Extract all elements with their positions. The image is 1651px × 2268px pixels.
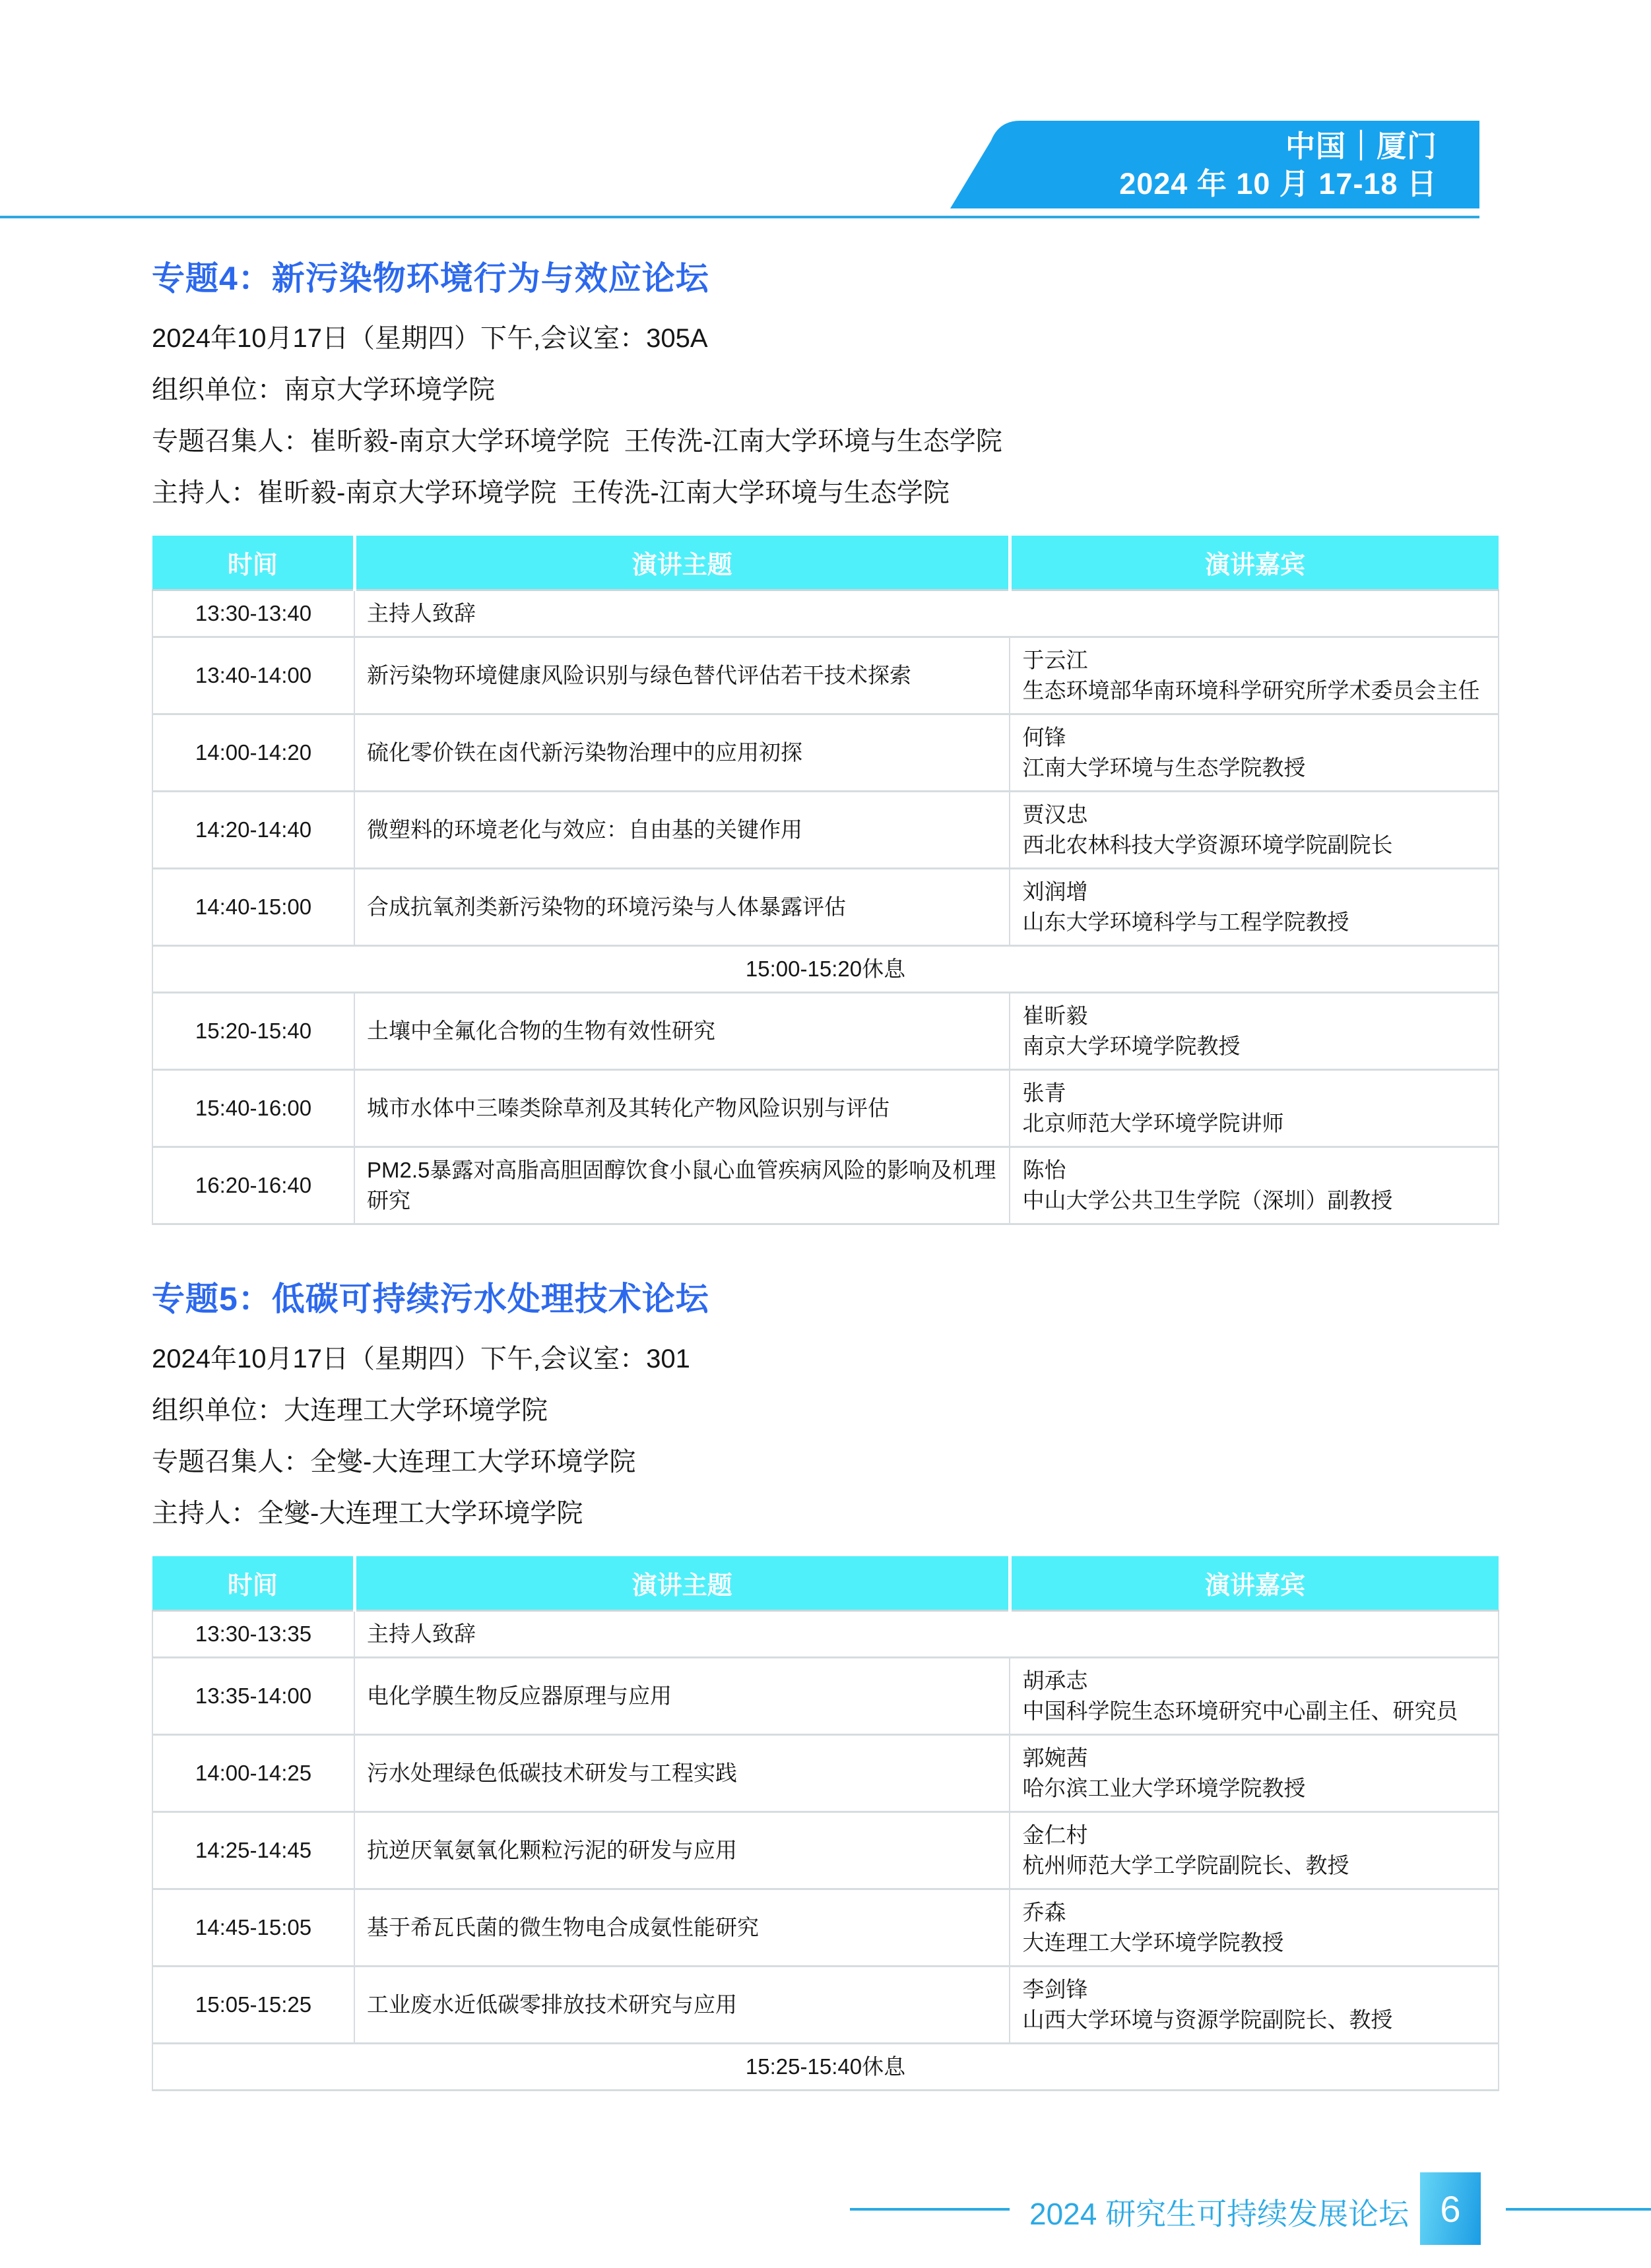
guest-cell [1010,792,1499,869]
guest-cell [1010,1658,1499,1735]
col-header-guest: 演讲嘉宾 [1010,1556,1499,1611]
guest-name: 贾汉忠 [1022,802,1088,827]
session-datetime: 2024年10月17日（星期四）下午,会议室：305A [152,324,708,353]
topic-cell: 主持人致辞 [354,1611,1499,1658]
footer-title: 2024 研究生可持续发展论坛 [1029,2197,1409,2231]
session-conveners: 专题召集人：全燮-大连理工大学环境学院 [152,1447,636,1476]
time-cell: 14:20-14:40 [152,792,354,869]
agenda-table [152,536,1499,1225]
break-cell: 15:25-15:40休息 [152,2044,1499,2091]
topic-cell: 硫化零价铁在卤代新污染物治理中的应用初探 [354,714,1010,792]
topic-cell: 新污染物环境健康风险识别与绿色替代评估若干技术探索 [354,637,1010,714]
col-header-topic: 演讲主题 [354,536,1010,590]
time-cell: 14:40-15:00 [152,869,354,946]
page-number-badge: 6 [1420,2172,1481,2245]
agenda-header-row [152,1556,1499,1611]
session-chairs: 主持人：全燮-大连理工大学环境学院 [152,1499,583,1528]
time-cell: 13:30-13:35 [152,1611,354,1658]
session-block [152,252,1499,1225]
col-header-topic: 演讲主题 [354,1556,1010,1611]
guest-name: 金仁村 [1022,1823,1088,1847]
footer-rule-left [850,2208,1010,2211]
session-organizer: 组织单位：大连理工大学环境学院 [152,1396,548,1425]
guest-affiliation: 中国科学院生态环境研究中心副主任、研究员 [1022,1699,1458,1723]
guest-cell [1010,1147,1499,1224]
time-cell: 13:35-14:00 [152,1658,354,1735]
guest-affiliation: 江南大学环境与生态学院教授 [1022,755,1306,780]
guest-cell [1010,714,1499,792]
sessions [152,252,1499,2091]
session-conveners: 专题召集人：崔昕毅-南京大学环境学院 王传洗-江南大学环境与生态学院 [152,427,1002,456]
time-cell: 13:40-14:00 [152,637,354,714]
guest-affiliation: 大连理工大学环境学院教授 [1022,1930,1284,1955]
guest-affiliation: 北京师范大学环境学院讲师 [1022,1111,1284,1135]
guest-name: 郭婉茜 [1022,1746,1088,1770]
agenda-row [152,637,1499,714]
guest-cell [1010,1070,1499,1147]
header-divider [0,216,1479,218]
agenda-header-row [152,536,1499,590]
break-row [152,2044,1499,2091]
topic-cell: 工业废水近低碳零排放技术研究与应用 [354,1967,1010,2044]
guest-affiliation: 哈尔滨工业大学环境学院教授 [1022,1776,1306,1800]
topic-cell: 抗逆厌氧氨氧化颗粒污泥的研发与应用 [354,1812,1010,1889]
guest-name: 崔昕毅 [1022,1003,1088,1028]
topic-cell: 土壤中全氟化合物的生物有效性研究 [354,993,1010,1070]
topic-cell: 主持人致辞 [354,590,1499,637]
topic-cell: 微塑料的环境老化与效应：自由基的关键作用 [354,792,1010,869]
agenda-row [152,1889,1499,1967]
guest-affiliation: 杭州师范大学工学院副院长、教授 [1022,1853,1349,1877]
agenda-row [152,1070,1499,1147]
topic-cell: 城市水体中三嗪类除草剂及其转化产物风险识别与评估 [354,1070,1010,1147]
topic-cell: 基于希瓦氏菌的微生物电合成氨性能研究 [354,1889,1010,1967]
time-cell: 15:20-15:40 [152,993,354,1070]
guest-affiliation: 南京大学环境学院教授 [1022,1034,1241,1058]
col-header-guest: 演讲嘉宾 [1010,536,1499,590]
topic-cell: 合成抗氧剂类新污染物的环境污染与人体暴露评估 [354,869,1010,946]
agenda-row [152,1812,1499,1889]
guest-cell [1010,993,1499,1070]
guest-cell [1010,1967,1499,2044]
time-cell: 15:05-15:25 [152,1967,354,2044]
time-cell: 15:40-16:00 [152,1070,354,1147]
agenda-row [152,1147,1499,1224]
agenda-row [152,1611,1499,1658]
topic-cell: 电化学膜生物反应器原理与应用 [354,1658,1010,1735]
guest-cell [1010,869,1499,946]
agenda-row [152,1967,1499,2044]
guest-name: 乔森 [1022,1900,1066,1924]
session-datetime: 2024年10月17日（星期四）下午,会议室：301 [152,1344,690,1373]
guest-cell [1010,1735,1499,1812]
agenda-row [152,714,1499,792]
guest-cell [1010,637,1499,714]
guest-name: 陈怡 [1022,1158,1066,1182]
guest-name: 何锋 [1022,725,1066,749]
time-cell: 13:30-13:40 [152,590,354,637]
session-chairs: 主持人：崔昕毅-南京大学环境学院 王传洗-江南大学环境与生态学院 [152,478,950,507]
guest-name: 于云江 [1022,648,1088,672]
session-title: 专题5：低碳可持续污水处理技术论坛 [152,1280,709,1317]
guest-name: 刘润增 [1022,879,1088,904]
col-header-time: 时间 [152,1556,354,1611]
agenda-row [152,792,1499,869]
guest-cell [1010,1812,1499,1889]
guest-name: 胡承志 [1022,1668,1088,1693]
topic-cell: PM2.5暴露对高脂高胆固醇饮食小鼠心血管疾病风险的影响及机理研究 [354,1147,1010,1224]
banner-dates: 2024 年 10 月 17-18 日 [1119,167,1437,201]
agenda-row [152,869,1499,946]
time-cell: 14:45-15:05 [152,1889,354,1967]
time-cell: 16:20-16:40 [152,1147,354,1224]
agenda-row [152,1658,1499,1735]
footer-rule-right [1506,2208,1651,2211]
agenda-row [152,590,1499,637]
guest-cell [1010,1889,1499,1967]
guest-affiliation: 山西大学环境与资源学院副院长、教授 [1022,2007,1393,2032]
agenda-table [152,1556,1499,2091]
col-header-time: 时间 [152,536,354,590]
session-block [152,1273,1499,2091]
guest-affiliation: 生态环境部华南环境科学研究所学术委员会主任 [1022,678,1480,703]
time-cell: 14:00-14:20 [152,714,354,792]
guest-name: 张青 [1022,1081,1066,1105]
time-cell: 14:00-14:25 [152,1735,354,1812]
topic-cell: 污水处理绿色低碳技术研发与工程实践 [354,1735,1010,1812]
break-cell: 15:00-15:20休息 [152,946,1499,993]
agenda-row [152,1735,1499,1812]
break-row [152,946,1499,993]
guest-affiliation: 中山大学公共卫生学院（深圳）副教授 [1022,1188,1393,1213]
session-title: 专题4：新污染物环境行为与效应论坛 [152,260,709,297]
session-organizer: 组织单位：南京大学环境学院 [152,375,495,404]
guest-name: 李剑锋 [1022,1977,1088,2001]
banner-location: 中国｜厦门 [1285,129,1437,163]
agenda-row [152,993,1499,1070]
time-cell: 14:25-14:45 [152,1812,354,1889]
guest-affiliation: 山东大学环境科学与工程学院教授 [1022,910,1349,934]
event-banner-text [990,127,1437,203]
guest-affiliation: 西北农林科技大学资源环境学院副院长 [1022,833,1393,857]
